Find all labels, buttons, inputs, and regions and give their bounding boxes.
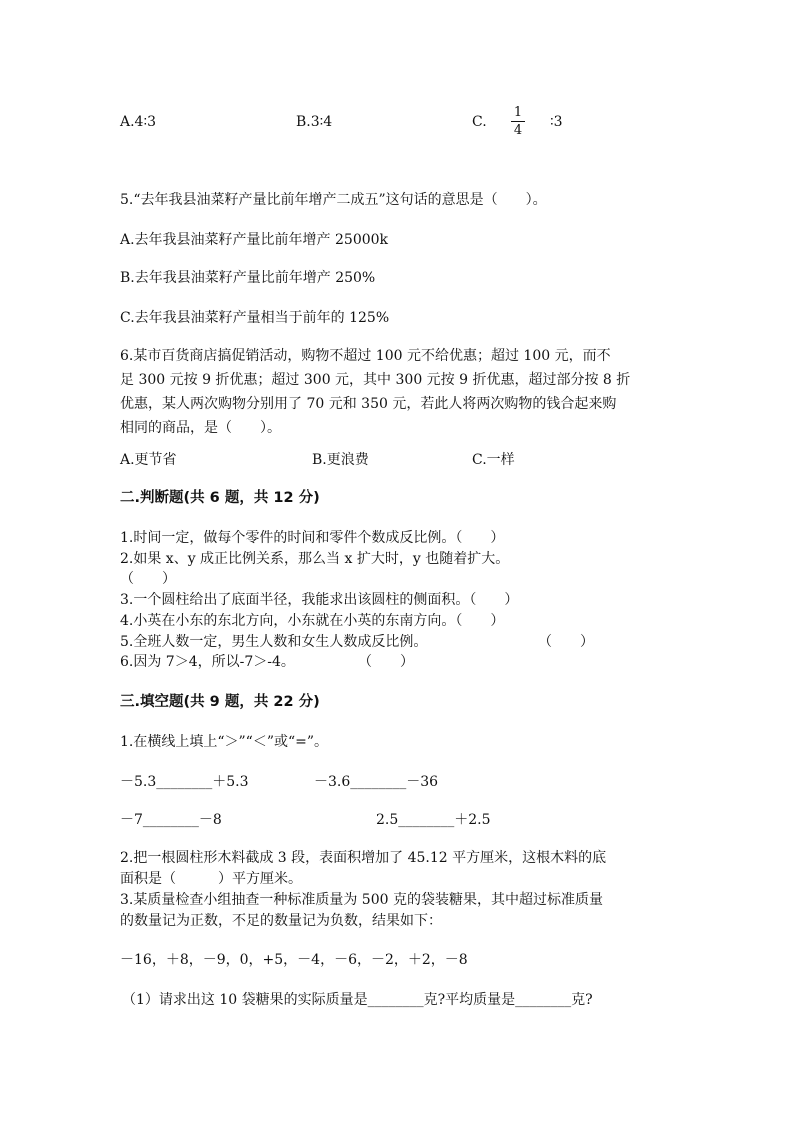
fill-q1-row1-b: －3.6________－36 <box>314 774 439 790</box>
q4-option-a: A.4∶3 <box>120 114 157 130</box>
section-3-title: 三.填空题(共 9 题，共 22 分) <box>120 694 320 710</box>
q4-option-b: B.3∶4 <box>296 114 333 130</box>
tf-item-2: 2.如果 x、y 成正比例关系，那么当 x 扩大时，y 也随着扩大。 <box>120 551 510 567</box>
fill-q2-line-1: 2.把一根圆柱形木料截成 3 段，表面积增加了 45.12 平方厘米，这根木料的底 <box>120 850 607 866</box>
tf-item-6-paren: （ ） <box>358 654 414 670</box>
fill-q3-data: －16，＋8，－9，0，+5，－4，－6，－2，＋2，－8 <box>120 952 468 968</box>
q6-option-a: A.更节省 <box>120 452 177 468</box>
fraction-denominator: 4 <box>513 123 523 138</box>
q6-line-4: 相同的商品，是（ ）。 <box>120 420 281 436</box>
fill-q3-sub-1: （1）请求出这 10 袋糖果的实际质量是________克?平均质量是________克? <box>122 992 593 1008</box>
tf-item-2-paren: （ ） <box>120 571 176 587</box>
tf-item-6: 6.因为 7＞4，所以-7＞-4。 <box>120 654 295 670</box>
q5-option-b: B.去年我县油菜籽产量比前年增产 250% <box>120 270 376 286</box>
q6-line-2: 足 300 元按 9 折优惠；超过 300 元，其中 300 元按 9 折优惠，超过部分按 8 折 <box>120 372 631 388</box>
q4-option-c-prefix: C. <box>472 114 487 130</box>
tf-item-3: 3.一个圆柱给出了底面半径，我能求出该圆柱的侧面积。（ ） <box>120 592 519 608</box>
fill-q1-row1-a: －5.3________＋5.3 <box>120 774 249 790</box>
q6-option-c: C.一样 <box>472 452 515 468</box>
fill-q1-stem: 1.在横线上填上“＞”“＜”或“=”。 <box>120 734 329 750</box>
section-2-title: 二.判断题(共 6 题，共 12 分) <box>120 490 320 506</box>
tf-item-4: 4.小英在小东的东北方向，小东就在小英的东南方向。（ ） <box>120 613 505 629</box>
fill-q1-row2-b: 2.5________＋2.5 <box>376 812 491 828</box>
q6-line-1: 6.某市百货商店搞促销活动，购物不超过 100 元不给优惠；超过 100 元，而不 <box>120 348 611 364</box>
q6-option-b: B.更浪费 <box>312 452 369 468</box>
fill-q3-line-1: 3.某质量检查小组抽查一种标准质量为 500 克的袋装糖果，其中超过标准质量 <box>120 892 603 908</box>
tf-item-5-paren: （ ） <box>538 634 594 650</box>
q5-option-c: C.去年我县油菜籽产量相当于前年的 125% <box>120 310 390 326</box>
q4-option-c-suffix: ∶3 <box>550 114 563 130</box>
q4-option-c-fraction <box>511 105 525 138</box>
fill-q3-line-2: 的数量记为正数，不足的数量记为负数，结果如下： <box>120 913 442 929</box>
fill-q1-row2-a: －7________－8 <box>120 812 222 828</box>
fraction-numerator: 1 <box>513 105 523 120</box>
fraction-bar <box>511 121 525 122</box>
fill-q2-line-2: 面积是（ ）平方厘米。 <box>120 871 302 887</box>
tf-item-1: 1.时间一定，做每个零件的时间和零件个数成反比例。（ ） <box>120 530 505 546</box>
q6-line-3: 优惠，某人两次购物分别用了 70 元和 350 元，若此人将两次购物的钱合起来购 <box>120 396 617 412</box>
tf-item-5: 5.全班人数一定，男生人数和女生人数成反比例。 <box>120 634 428 650</box>
q5-stem: 5.“去年我县油菜籽产量比前年增产二成五”这句话的意思是（ ）。 <box>120 192 547 208</box>
q5-option-a: A.去年我县油菜籽产量比前年增产 25000k <box>120 232 389 248</box>
